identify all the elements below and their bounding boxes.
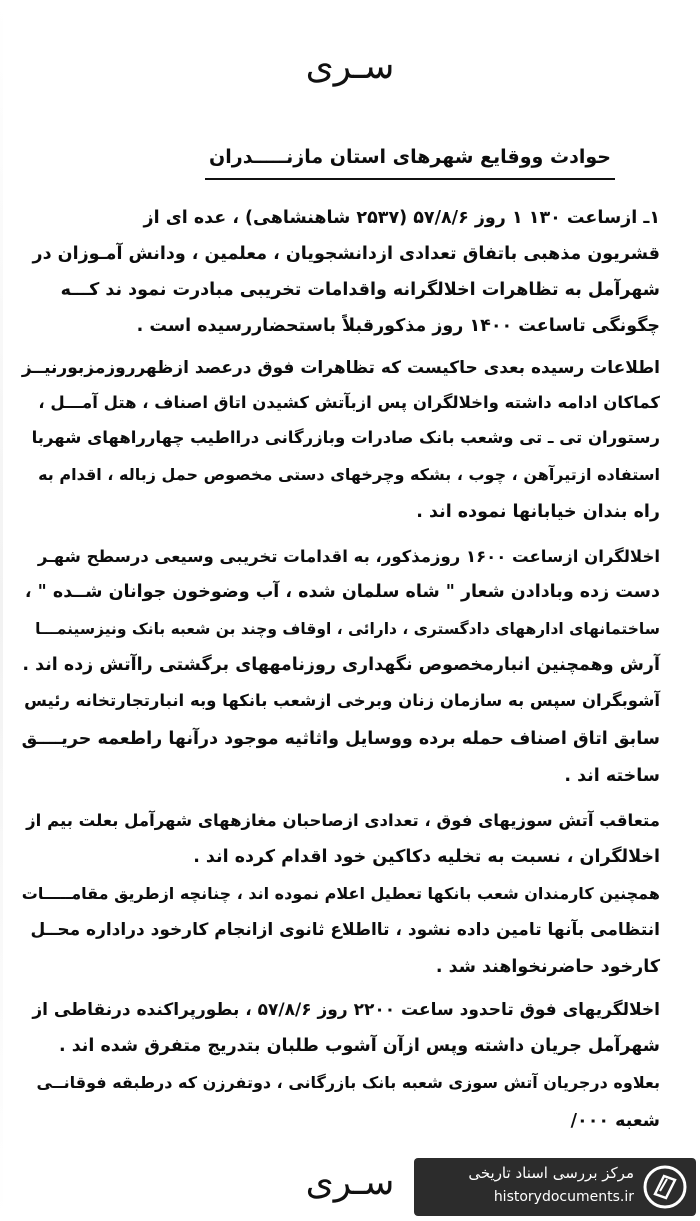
watermark-name: مرکز بررسی اسناد تاریخی <box>468 1164 634 1182</box>
body-line: همچنین کارمندان شعب بانکها تعطیل اعلام نموده اند ، چنانچه ازطریق مقامـــــات <box>21 884 660 903</box>
body-line: شعبه ۰۰۰/ <box>570 1111 660 1131</box>
title-underline <box>205 178 615 180</box>
body-line: ساختمانهای ادارههای دادگستری ، دارائی ، اوقاف وچند بن شعبه بانک ونیزسینمـــا <box>35 620 660 638</box>
body-line: ساخته اند . <box>564 766 660 786</box>
body-line: کماکان ادامه داشته واخلالگران پس ازبآتش کشیدن اتاق اصناف ، هتل آمـــل ، <box>38 393 660 412</box>
body-line: دست زده وبادادن شعار " شاه سلمان شده ، آب وضوخون جوانان شــده " ، <box>24 582 660 602</box>
body-line: اخلالگران ازساعت ۱۶۰۰ روزمذکور، به اقدامات تخریبی وسیعی درسطح شهـر <box>37 547 660 566</box>
body-line: شهرآمل به تظاهرات اخلالگرانه واقدامات تخریبی مبادرت نمود ند کـــه <box>60 280 660 300</box>
body-line: اطلاعات رسیده بعدی حاکیست که تظاهرات فوق درعصد ازظهرروزمزبورنیــز <box>21 358 660 378</box>
document-title: حوادث ووقایع شهرهای استان مازنـــــدران <box>209 146 611 168</box>
body-line: انتظامی بآنها تامین داده نشود ، تااطلاع ثانوی ازانجام کارخود دراداره محــل <box>30 920 660 940</box>
body-line: قشریون مذهبی باتفاق تعدادی ازدانشجویان ، معلمین ، ودانش آمـوزان در <box>32 244 660 264</box>
body-line: سابق اتاق اصناف حمله برده ووسایل واثاثیه موجود درآنها راطعمه حریــــق <box>21 729 660 749</box>
body-line: شهرآمل جریان داشته وپس ازآن آشوب طلبان بتدریج متفرق شده اند . <box>58 1036 660 1056</box>
body-line: بعلاوه درجریان آتش سوزی شعبه بانک بازرگانی ، دوتفرزن که درطبقه فوقانــی <box>36 1073 660 1092</box>
body-line: راه بندان خیابانها نموده اند . <box>416 502 660 522</box>
body-line: استفاده ازتیرآهن ، چوب ، بشکه وچرخهای دستی مخصوص حمل زباله ، اقدام به <box>38 465 660 484</box>
body-line: ۱ـ ازساعت ۱۳۰ ۱ روز ۵۷/۸/۶ (۲۵۳۷ شاهنشاهی) ، عده ای از <box>143 208 660 228</box>
body-line: چگونگی تاساعت ۱۴۰۰ روز مذکورقبلاً باستحضاررسیده است . <box>136 316 660 336</box>
body-line: رستوران تی ـ تی وشعب بانک صادرات وبازرگانی درااطیب چهارراههای شهربا <box>31 428 660 447</box>
archive-logo-icon <box>642 1164 688 1210</box>
body-line: آرش وهمچنین انبارمخصوص نگهداری روزنامههای برگشتی راآتش زده اند . <box>22 655 660 675</box>
classification-bottom: سـری <box>305 1162 395 1203</box>
body-line: کارخود حاضرنخواهند شد . <box>435 957 660 977</box>
watermark-url: historydocuments.ir <box>493 1189 634 1205</box>
body-line: اخلالگریهای فوق تاحدود ساعت ۲۲۰۰ روز ۵۷/۸/۶ ، بطورپراکنده درنقاطی از <box>32 1000 660 1020</box>
watermark-banner <box>414 1158 696 1216</box>
page-edge <box>0 0 3 1221</box>
body-line: متعاقب آتش سوزیهای فوق ، تعدادی ازصاحبان مغازههای شهرآمل بعلت بیم از <box>26 811 660 830</box>
body-line: اخلالگران ، نسبت به تخلیه دکاکین خود اقدام کرده اند . <box>193 847 660 867</box>
classification-top: سـری <box>305 46 395 87</box>
body-line: آشوبگران سپس به سازمان زنان وبرخی ازشعب بانکها وبه انبارتجارتخانه رئیس <box>24 691 660 710</box>
